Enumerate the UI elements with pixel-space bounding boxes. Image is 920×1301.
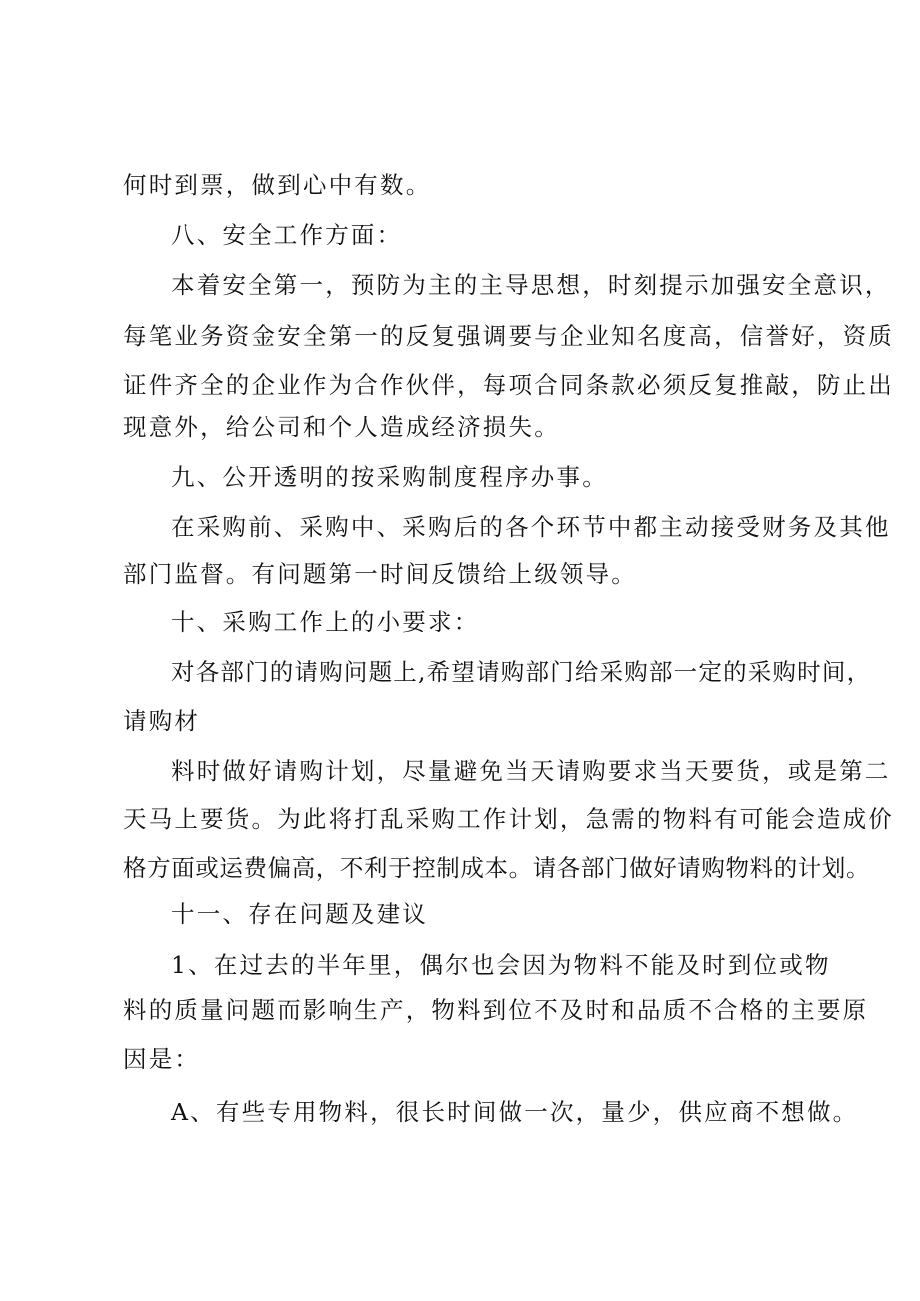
- text-line: 在采购前、采购中、采购后的各个环节中都主动接受财务及其他: [171, 513, 891, 541]
- text-line: 对各部门的请购问题上,希望请购部门给采购部一定的采购时间，: [171, 658, 872, 686]
- text-line: 证件齐全的企业作为合作伙伴，每项合同条款必须反复推敲，防止出: [123, 371, 894, 399]
- text-line: 格方面或运费偏高，不利于控制成本。请各部门做好请购物料的计划。: [123, 854, 871, 882]
- text-line: 1、在过去的半年里，偶尔也会因为物料不能及时到位或物: [171, 951, 831, 979]
- text-line: 因是：: [123, 1045, 201, 1073]
- text-line: 请购材: [123, 707, 201, 735]
- text-line: 料时做好请购计划，尽量避免当天请购要求当天要货，或是第二: [171, 757, 891, 785]
- text-line: A、有些专用物料，很长时间做一次，量少，供应商不想做。: [171, 1098, 859, 1126]
- text-line: 天马上要货。为此将打乱采购工作计划，急需的物料有可能会造成价: [123, 805, 894, 833]
- section-heading-10: 十、采购工作上的小要求：: [171, 608, 480, 636]
- section-heading-11: 十一、存在问题及建议: [171, 900, 428, 928]
- text-line: 何时到票，做到心中有数。: [123, 171, 432, 199]
- text-line: 每笔业务资金安全第一的反复强调要与企业知名度高，信誉好，资质: [123, 322, 894, 350]
- section-heading-9: 九、公开透明的按采购制度程序办事。: [171, 463, 608, 491]
- text-line: 现意外，给公司和个人造成经济损失。: [123, 413, 560, 441]
- text-line: 料的质量问题而影响生产，物料到位不及时和品质不合格的主要原: [123, 996, 869, 1024]
- text-line: 部门监督。有问题第一时间反馈给上级领导。: [123, 560, 637, 588]
- text-line: 本着安全第一，预防为主的主导思想，时刻提示加强安全意识，: [171, 271, 891, 299]
- section-heading-8: 八、安全工作方面：: [171, 221, 403, 249]
